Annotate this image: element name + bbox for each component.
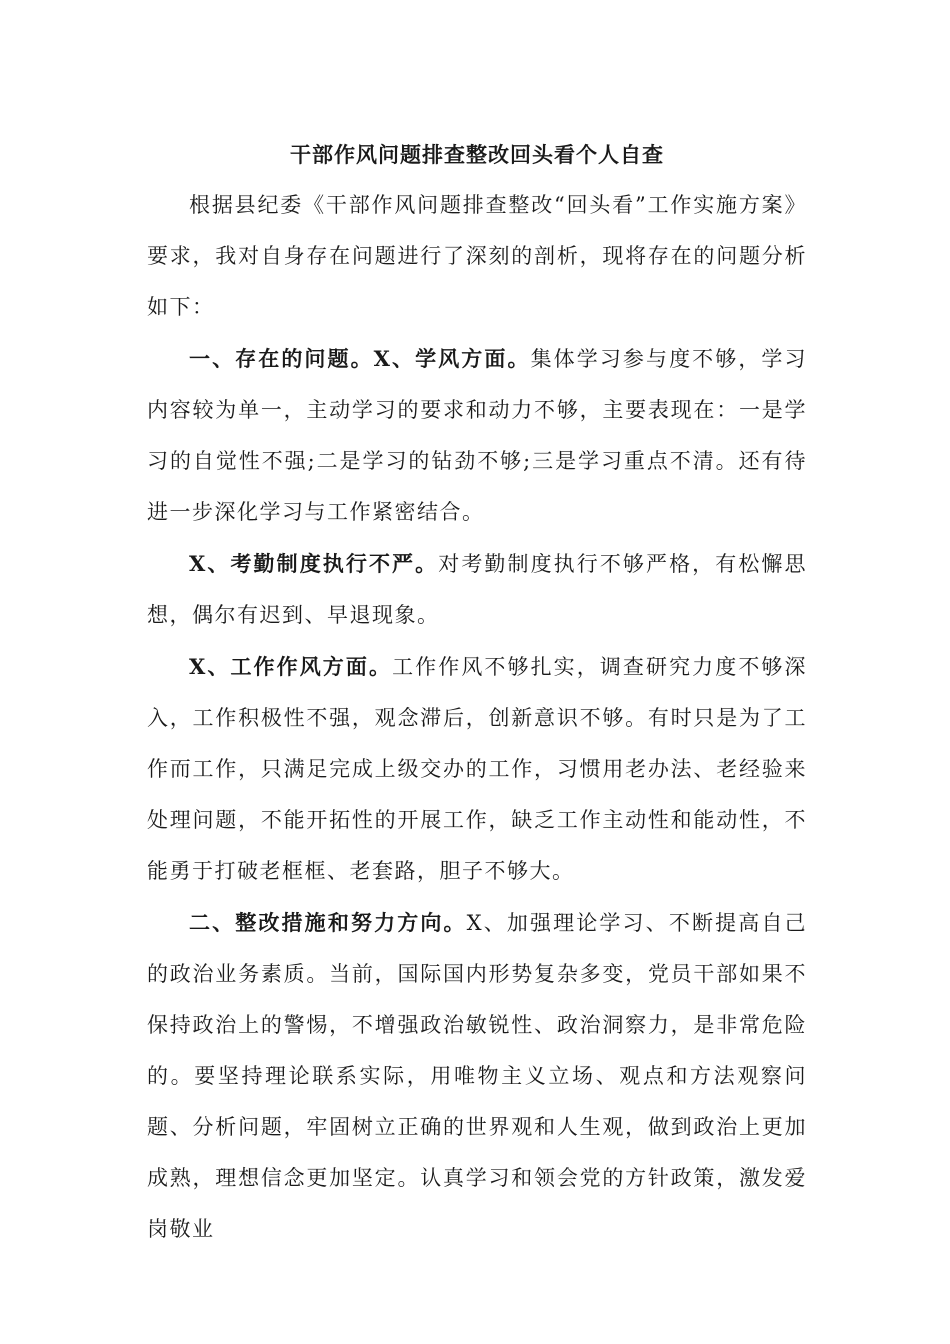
- paragraph-text: 工作作风不够扎实，调查研究力度不够深入，工作积极性不强，观念滞后，创新意识不够。有时只是为了工作而工作，只满足完成上级交办的工作，习惯用老办法、老经验来处理问题，不能开拓性的开展工作，缺乏工作主动性和能动性，不能勇于打破老框框、老套路，胆子不够大。: [147, 655, 808, 883]
- paragraph-text: 对考勤制度执行不够严格，有松懈思想，偶尔有迟到、早退现象。: [147, 552, 808, 627]
- document-title: 干部作风问题排查整改回头看个人自查: [290, 142, 664, 167]
- paragraph-heading: X、考勤制度执行不严。: [189, 551, 439, 576]
- paragraph-heading: X、工作作风方面。: [189, 654, 393, 679]
- attendance-paragraph: [147, 538, 807, 641]
- paragraph-text: 根据县纪委《干部作风问题排查整改“回头看”工作实施方案》要求，我对自身存在问题进行了深刻的剖析，现将存在的问题分析如下：: [147, 193, 807, 319]
- paragraph-heading: 一、存在的问题。X、学风方面。: [189, 346, 531, 371]
- intro-paragraph: [147, 180, 807, 333]
- problems-study-paragraph: [147, 333, 807, 538]
- paragraph-text: X、加强理论学习、不断提高自己的政治业务素质。当前，国际国内形势复杂多变，党员干部如果不保持政治上的警惕，不增强政治敏锐性、政治洞察力，是非常危险的。要坚持理论联系实际，用唯物主义立场、观点和方法观察问题、分析问题，牢固树立正确的世界观和人生观，做到政治上更加成熟，理想信念更加坚定。认真学习和领会党的方针政策，激发爱岗敬业: [147, 911, 807, 1241]
- paragraph-text: 集体学习参与度不够，学习内容较为单一，主动学习的要求和动力不够，主要表现在：一是学习的自觉性不强;二是学习的钻劲不够;三是学习重点不清。还有待进一步深化学习与工作紧密结合。: [147, 347, 808, 524]
- paragraph-heading: 二、整改措施和努力方向。: [189, 910, 467, 935]
- document-page: [147, 130, 807, 1255]
- work-style-paragraph: [147, 641, 807, 897]
- measures-paragraph: [147, 897, 807, 1255]
